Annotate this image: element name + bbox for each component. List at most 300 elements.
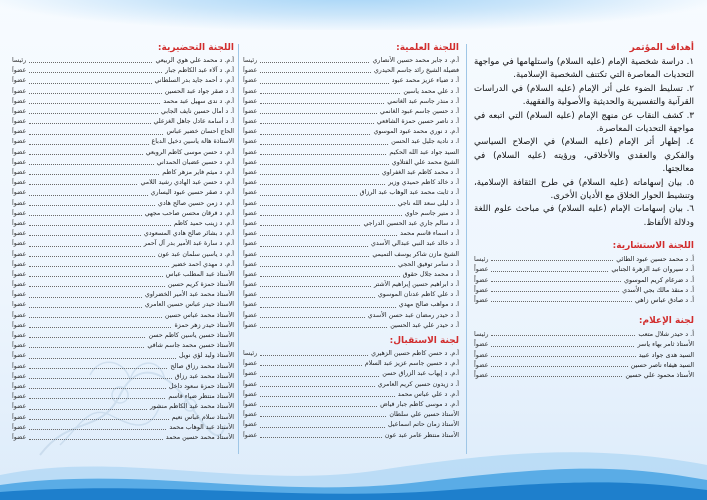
- member-row: [12, 270, 234, 280]
- member-row: [243, 178, 459, 188]
- member-name: أ.م. د زينب حميد كاظم: [173, 219, 234, 227]
- member-role: عضواً: [474, 340, 489, 349]
- dotted-leader: [260, 427, 385, 428]
- member-row: [243, 188, 459, 198]
- member-role: عضواً: [12, 301, 27, 309]
- member-role: رئيسا: [243, 350, 258, 358]
- member-role: عضواً: [12, 393, 27, 401]
- goal-item: ٢. تسليط الضوء على أثر الإمام (عليه السلام) في الدراسات القرآنية والتفسيرية والحديثية والأصولية والفقهية.: [474, 83, 694, 108]
- member-name: أ. د محمد حسين عبود الطائي: [616, 255, 694, 264]
- dotted-leader: [491, 346, 634, 347]
- member-row: [243, 301, 459, 311]
- dotted-leader: [260, 184, 385, 185]
- dotted-leader: [260, 103, 384, 104]
- member-name: أ. د محمد كاظم عبد الغفراوي: [381, 169, 459, 177]
- dotted-leader: [491, 260, 613, 261]
- member-name: أ.م. د فرقان محسن صاحب مجهي: [144, 209, 234, 217]
- member-name: فضيلة الشيخ رائد جاسم الحيدري: [373, 67, 459, 75]
- dotted-leader: [29, 358, 176, 359]
- member-name: الأستاذ عبد الوهاب محمد: [169, 423, 234, 431]
- member-role: عضواً: [12, 260, 27, 268]
- member-row: [243, 66, 459, 76]
- member-name: الأستاذ عبد المطلب عباس: [165, 270, 234, 278]
- member-row: [12, 148, 234, 158]
- column-divider-left: [238, 44, 239, 454]
- member-name: الأستاذ منتظر ضياء قاسم: [168, 393, 234, 401]
- member-role: عضواً: [12, 67, 27, 75]
- dotted-leader: [29, 368, 167, 369]
- member-role: عضواً: [474, 370, 489, 379]
- member-role: عضواً: [12, 97, 27, 105]
- dotted-leader: [260, 93, 400, 94]
- dotted-leader: [260, 266, 395, 267]
- dotted-leader: [29, 307, 142, 308]
- member-name: أ. د صادق عباس زاهي: [634, 296, 694, 305]
- dotted-leader: [260, 113, 377, 114]
- member-role: رئيسا: [474, 330, 489, 339]
- dotted-leader: [29, 327, 171, 328]
- top-swirl-decoration: [0, 0, 707, 30]
- member-name: الأستاذ حسين ياسين كاظم حسن: [148, 332, 234, 340]
- member-name: أ.م. د ندى سهيل عبد محمد: [163, 97, 234, 105]
- scientific-list: [243, 56, 459, 331]
- dotted-leader: [260, 62, 369, 63]
- member-name: السيد هيفاء ناصر حسين: [630, 360, 694, 369]
- member-name: الأستاذ حسين محمد جاسم شافي: [147, 342, 234, 350]
- member-name: الأستاذ حيدر عباس حسين العامري: [144, 301, 234, 309]
- member-name: الأستاذ محمد عبد الأمير الخضراوي: [144, 291, 234, 299]
- member-name: الأستاذ حيدر زهر حمزة: [174, 321, 234, 329]
- dotted-leader: [29, 123, 150, 124]
- member-row: [243, 400, 459, 410]
- advisory-list: [474, 254, 694, 305]
- member-name: السيد جواد عبد الله الحكيم: [389, 148, 459, 156]
- dotted-leader: [29, 113, 158, 114]
- dotted-leader: [260, 317, 365, 318]
- member-row: [474, 275, 694, 285]
- member-row: [243, 369, 459, 379]
- member-row: [243, 87, 459, 97]
- dotted-leader: [29, 93, 161, 94]
- member-row: [12, 107, 234, 117]
- dotted-leader: [29, 429, 166, 430]
- member-role: عضواً: [12, 332, 27, 340]
- member-role: عضواً: [12, 148, 27, 156]
- member-name: أ. د مواهب صالح مهدي: [398, 301, 459, 309]
- member-row: [243, 321, 459, 331]
- dotted-leader: [29, 72, 162, 73]
- member-role: رئيسا: [12, 56, 27, 64]
- member-name: الأستاذ محمد عبد الكاظم منشور: [149, 403, 234, 411]
- goal-item: ٥. بيان إسهاماته (عليه السلام) في طرح الثقافة الإسلامية، وتنشيط الحوار الخلاق مع الأديان الأخرى.: [474, 177, 694, 202]
- dotted-leader: [260, 164, 389, 165]
- member-name: أ. د خالد عبد النبي عبدالي الأسدي: [370, 240, 459, 248]
- member-row: [12, 138, 234, 148]
- dotted-leader: [491, 281, 621, 282]
- dotted-leader: [491, 376, 622, 377]
- dotted-leader: [29, 409, 147, 410]
- member-role: عضواً: [243, 219, 258, 227]
- dotted-leader: [29, 276, 163, 277]
- member-role: عضواً: [12, 291, 27, 299]
- member-role: عضواً: [12, 118, 27, 126]
- member-row: [12, 209, 234, 219]
- member-row: [243, 229, 459, 239]
- member-row: [12, 301, 234, 311]
- member-role: عضواً: [243, 97, 258, 105]
- member-row: [12, 280, 234, 290]
- member-name: أ.م. د ميثم فاير مزهر كاظم: [162, 169, 234, 177]
- reception-list: [243, 349, 459, 441]
- member-name: أ.م. د موسى كاظم جبار فياض: [380, 400, 459, 408]
- member-role: عضواً: [243, 321, 258, 329]
- member-name: أ. د ضرغام كريم الموسوي: [624, 275, 694, 284]
- dotted-leader: [29, 195, 147, 196]
- member-row: [243, 219, 459, 229]
- member-row: [12, 229, 234, 239]
- member-name: أ.م. د علي عباس محمد: [397, 390, 459, 398]
- member-row: [243, 311, 459, 321]
- media-title: لجنة الإعلام:: [638, 316, 694, 327]
- member-name: أ.م. د حسين جاسم عزيز عبد السلام: [364, 360, 459, 368]
- member-row: [12, 423, 234, 433]
- member-role: عضواً: [243, 87, 258, 95]
- member-role: عضواً: [243, 311, 258, 319]
- dotted-leader: [260, 144, 388, 145]
- member-role: عضواً: [243, 291, 258, 299]
- member-name: الأستاذ زمان حاتم اسماعيل: [388, 421, 459, 429]
- preparatory-column: [12, 42, 234, 472]
- member-row: [243, 148, 459, 158]
- member-name: أ. د اسماء قاسم محمد: [400, 230, 459, 238]
- dotted-leader: [29, 398, 165, 399]
- member-name: أ.م. د حسن موسى كاظم الروبعي: [145, 148, 234, 156]
- dotted-leader: [29, 164, 153, 165]
- member-role: عضواً: [474, 296, 489, 305]
- dotted-leader: [260, 225, 360, 226]
- dotted-leader: [260, 256, 369, 257]
- dotted-leader: [29, 174, 159, 175]
- media-list: [474, 329, 694, 380]
- member-role: عضواً: [243, 189, 258, 197]
- member-row: [243, 410, 459, 420]
- member-role: عضواً: [12, 270, 27, 278]
- member-name: أ.م. د بشائر صالح هادي المسعودي: [143, 230, 234, 238]
- dotted-leader: [29, 134, 163, 135]
- dotted-leader: [260, 123, 374, 124]
- goals-list: [474, 56, 694, 230]
- member-name: أ. د حيدر شلال متعب: [638, 330, 694, 339]
- dotted-leader: [29, 83, 151, 84]
- member-row: [243, 290, 459, 300]
- member-row: [474, 329, 694, 339]
- dotted-leader: [260, 307, 396, 308]
- member-role: عضواً: [243, 138, 258, 146]
- member-row: [12, 331, 234, 341]
- member-role: عضواً: [243, 77, 258, 85]
- member-name: أ. د علي محمد ياسين: [403, 87, 459, 95]
- dotted-leader: [260, 327, 387, 328]
- goals-column: [474, 42, 694, 472]
- dotted-leader: [29, 378, 171, 379]
- member-row: [12, 351, 234, 361]
- dotted-leader: [260, 134, 370, 135]
- member-row: [474, 254, 694, 264]
- member-role: عضواً: [12, 281, 27, 289]
- member-name: أ. د علي كاظم عدنان الموسوي: [377, 291, 459, 299]
- member-name: أ. د ثابت محمد عبد الوهاب عبد الرزاق: [359, 189, 459, 197]
- member-name: أ.م. د مهدي احمد خضير: [171, 260, 234, 268]
- dotted-leader: [260, 83, 389, 84]
- member-name: أ. د حيدر رمضان عبد حسن الأسدي: [367, 311, 459, 319]
- member-role: رئيسا: [474, 255, 489, 264]
- dotted-leader: [491, 291, 619, 292]
- member-role: عضواً: [243, 230, 258, 238]
- member-row: [243, 117, 459, 127]
- dotted-leader: [260, 235, 397, 236]
- member-name: الشيخ مازن شاكر يوسف التميمي: [372, 250, 459, 258]
- dotted-leader: [260, 154, 386, 155]
- member-role: عضواً: [243, 148, 258, 156]
- member-row: [243, 97, 459, 107]
- preparatory-list: [12, 56, 234, 443]
- member-role: عضواً: [243, 380, 258, 388]
- member-name: أ.م. د حسين غضبان الحمداني: [156, 158, 234, 166]
- member-role: عضواً: [12, 413, 27, 421]
- dotted-leader: [260, 396, 395, 397]
- member-row: [243, 380, 459, 390]
- goal-item: ٤. إظهار أثر الإمام (عليه السلام) في الإصلاح السياسي والفكري والعقدي والأخلاقي، ورؤيته (عليه السلام) في معالجتها.: [474, 137, 694, 175]
- member-row: [474, 264, 694, 274]
- member-row: [12, 250, 234, 260]
- member-role: عضواً: [243, 360, 258, 368]
- member-name: أ.م. د إيهاب عبد الزراق حسن: [382, 370, 459, 378]
- member-name: الأستاذة هالة ياسين دخيل الدباغ: [151, 138, 234, 146]
- member-row: [12, 199, 234, 209]
- member-name: الأستاذ محمود علي حسين: [625, 370, 694, 379]
- member-row: [474, 370, 694, 380]
- member-name: الحاج احسان خضير عباس: [166, 128, 234, 136]
- member-name: الأستاذ حسين علي سلطان: [389, 411, 459, 419]
- member-role: عضواً: [12, 219, 27, 227]
- member-name: الأستاذ محمد عبد رزاق: [174, 372, 234, 380]
- dotted-leader: [29, 205, 155, 206]
- member-role: عضواً: [243, 370, 258, 378]
- member-row: [12, 260, 234, 270]
- member-name: أ. د أمال حسين نايف الجابي: [161, 107, 234, 115]
- member-name: أ. د صقر جواد عبد الحسين: [164, 87, 234, 95]
- member-name: أ.م. د ياسين سلمان عبد عون: [157, 250, 234, 258]
- member-name: أ.م. د صقر حسين عبود اليساري: [150, 189, 234, 197]
- member-role: عضواً: [243, 390, 258, 398]
- member-row: [12, 382, 234, 392]
- member-role: عضواً: [243, 431, 258, 439]
- member-role: عضواً: [12, 433, 27, 441]
- member-row: [243, 250, 459, 260]
- reception-title: لجنة الاستقبال:: [389, 336, 459, 347]
- dotted-leader: [29, 235, 141, 236]
- member-role: عضواً: [12, 311, 27, 319]
- member-name: أ. د أسامة عادل جاهل الغزعلي: [153, 118, 234, 126]
- dotted-leader: [29, 388, 166, 389]
- member-row: [12, 311, 234, 321]
- member-row: [12, 87, 234, 97]
- member-row: [243, 349, 459, 359]
- dotted-leader: [260, 437, 382, 438]
- member-name: أ. د ناصر حسين حمزة الشافعي: [376, 118, 459, 126]
- member-role: عضواً: [243, 209, 258, 217]
- member-name: أ.م. د زمن حسين صالح هادي: [157, 199, 234, 207]
- dotted-leader: [29, 347, 144, 348]
- member-name: أ. د ليلى سعد الله ناجي: [397, 199, 459, 207]
- member-row: [474, 295, 694, 305]
- dotted-leader: [260, 205, 394, 206]
- member-role: عضواً: [12, 107, 27, 115]
- column-divider-right: [466, 44, 467, 454]
- member-name: الأستاذ حمزة كريم حسين: [167, 281, 234, 289]
- member-name: أ.م. د سارة عبد الأمير بدر آل آحمر: [143, 240, 234, 248]
- dotted-leader: [491, 335, 635, 336]
- member-name: أ. د سالم جاري عبد الحسين الدراجي: [363, 219, 459, 227]
- goal-item: ١. دراسة شخصية الإمام (عليه السلام) واستلهامها في مواجهة التحديات المعاصرة التي تكتنف الشخصية الإسلامية.: [474, 57, 694, 81]
- member-name: أ. د منقذ مالك بجي الأسدي: [622, 285, 694, 294]
- member-role: عضواً: [12, 138, 27, 146]
- member-role: عضواً: [12, 250, 27, 258]
- dotted-leader: [260, 246, 368, 247]
- member-row: [12, 362, 234, 372]
- member-row: [12, 219, 234, 229]
- member-row: [474, 285, 694, 295]
- member-name: أ. د نادية جليل عبد الحسن: [391, 138, 459, 146]
- dotted-leader: [260, 365, 361, 366]
- member-name: أ. د سيروان عبد الزهرة الجنابي: [611, 265, 694, 274]
- member-row: [12, 178, 234, 188]
- member-role: عضواً: [12, 403, 27, 411]
- member-role: عضواً: [12, 230, 27, 238]
- dotted-leader: [29, 154, 143, 155]
- member-row: [474, 339, 694, 349]
- member-row: [12, 188, 234, 198]
- member-role: عضواً: [12, 199, 27, 207]
- member-role: عضواً: [474, 350, 489, 359]
- member-name: أ.م. د حسن كاظم حسين الزهيري: [371, 350, 459, 358]
- member-name: أ.م. د آلاء عبد الكاظم جبار: [165, 67, 234, 75]
- scientific-title: اللجنة العلمية:: [396, 43, 459, 53]
- dotted-leader: [491, 356, 635, 357]
- member-role: عضواً: [12, 179, 27, 187]
- member-name: الأستاذ محمد عباس حسين: [164, 311, 234, 319]
- member-role: رئيسا: [243, 56, 258, 64]
- member-role: عضواً: [12, 209, 27, 217]
- member-name: أ.م. د نوري محمد عبود الموسوي: [373, 128, 459, 136]
- member-name: أ. د محمد جلال حقوق: [402, 270, 459, 278]
- dotted-leader: [260, 286, 371, 287]
- member-row: [12, 392, 234, 402]
- member-row: [12, 413, 234, 423]
- dotted-leader: [29, 297, 142, 298]
- member-name: الأستاذ محمد حسين محمد: [165, 433, 234, 441]
- member-role: عضواً: [243, 400, 258, 408]
- member-row: [12, 56, 234, 66]
- member-role: عضواً: [12, 158, 27, 166]
- dotted-leader: [260, 72, 371, 73]
- dotted-leader: [29, 337, 145, 338]
- member-row: [12, 97, 234, 107]
- member-role: عضواً: [12, 321, 27, 329]
- dotted-leader: [29, 62, 152, 63]
- member-name: أ.م. د محمد علي هوي الربيعي: [155, 56, 234, 64]
- member-role: عضواً: [243, 411, 258, 419]
- member-row: [243, 56, 459, 66]
- member-role: عضواً: [243, 118, 258, 126]
- member-name: أ. د منير جاسم حاوي: [404, 209, 459, 217]
- member-role: عضواً: [12, 423, 27, 431]
- dotted-leader: [260, 276, 399, 277]
- member-row: [12, 239, 234, 249]
- member-role: عضواً: [12, 352, 27, 360]
- member-row: [12, 372, 234, 382]
- member-role: عضواً: [474, 360, 489, 369]
- member-role: عضواً: [12, 372, 27, 380]
- dotted-leader: [29, 246, 141, 247]
- member-role: عضواً: [243, 199, 258, 207]
- dotted-leader: [29, 419, 168, 420]
- dotted-leader: [491, 271, 608, 272]
- dotted-leader: [29, 103, 160, 104]
- dotted-leader: [260, 215, 401, 216]
- member-role: عضواً: [12, 77, 27, 85]
- dotted-leader: [29, 184, 137, 185]
- member-role: عضواً: [12, 169, 27, 177]
- dotted-leader: [491, 301, 632, 302]
- preparatory-title: اللجنة التحضيرية:: [157, 43, 234, 53]
- member-role: عضواً: [243, 107, 258, 115]
- member-row: [474, 360, 694, 370]
- member-name: أ. د سامر توفيق الحجي: [398, 260, 459, 268]
- member-name: أ. د منذر جاسم عبد الغانمي: [387, 97, 459, 105]
- dotted-leader: [260, 195, 356, 196]
- dotted-leader: [29, 144, 148, 145]
- member-role: عضواً: [243, 128, 258, 136]
- member-role: عضواً: [243, 240, 258, 248]
- member-name: أ.م. د حسن عبد الهادي رشيد اللامي: [140, 179, 234, 187]
- member-name: أ. د حسين جاسم عبود الغانمي: [379, 107, 459, 115]
- member-row: [12, 117, 234, 127]
- member-name: الأستاذ وليد لؤي نويل: [178, 352, 234, 360]
- dotted-leader: [260, 376, 379, 377]
- member-row: [12, 290, 234, 300]
- member-row: [243, 420, 459, 430]
- member-row: [12, 433, 234, 443]
- member-row: [243, 158, 459, 168]
- dotted-leader: [29, 256, 155, 257]
- member-role: عضواً: [474, 285, 489, 294]
- member-row: [243, 127, 459, 137]
- member-name: الأستاذ حمزة سعود داخل: [168, 382, 234, 390]
- member-name: الأستاذ ثامر بهاء ياسر: [637, 340, 694, 349]
- member-row: [243, 260, 459, 270]
- member-role: عضواً: [243, 169, 258, 177]
- member-name: أ. د حيدر علي عبد الحسين: [390, 321, 459, 329]
- member-role: عضواً: [12, 189, 27, 197]
- member-role: عضواً: [12, 342, 27, 350]
- member-row: [12, 66, 234, 76]
- member-role: عضواً: [12, 382, 27, 390]
- member-row: [12, 158, 234, 168]
- goal-item: ٣. كشف النقاب عن منهج الإمام (عليه السلام) التي اتبعه في مواجهة التحديات المعاصرة.: [474, 110, 694, 135]
- member-name: الأستاذ منتظر عامر عبد عون: [384, 431, 459, 439]
- member-row: [243, 431, 459, 441]
